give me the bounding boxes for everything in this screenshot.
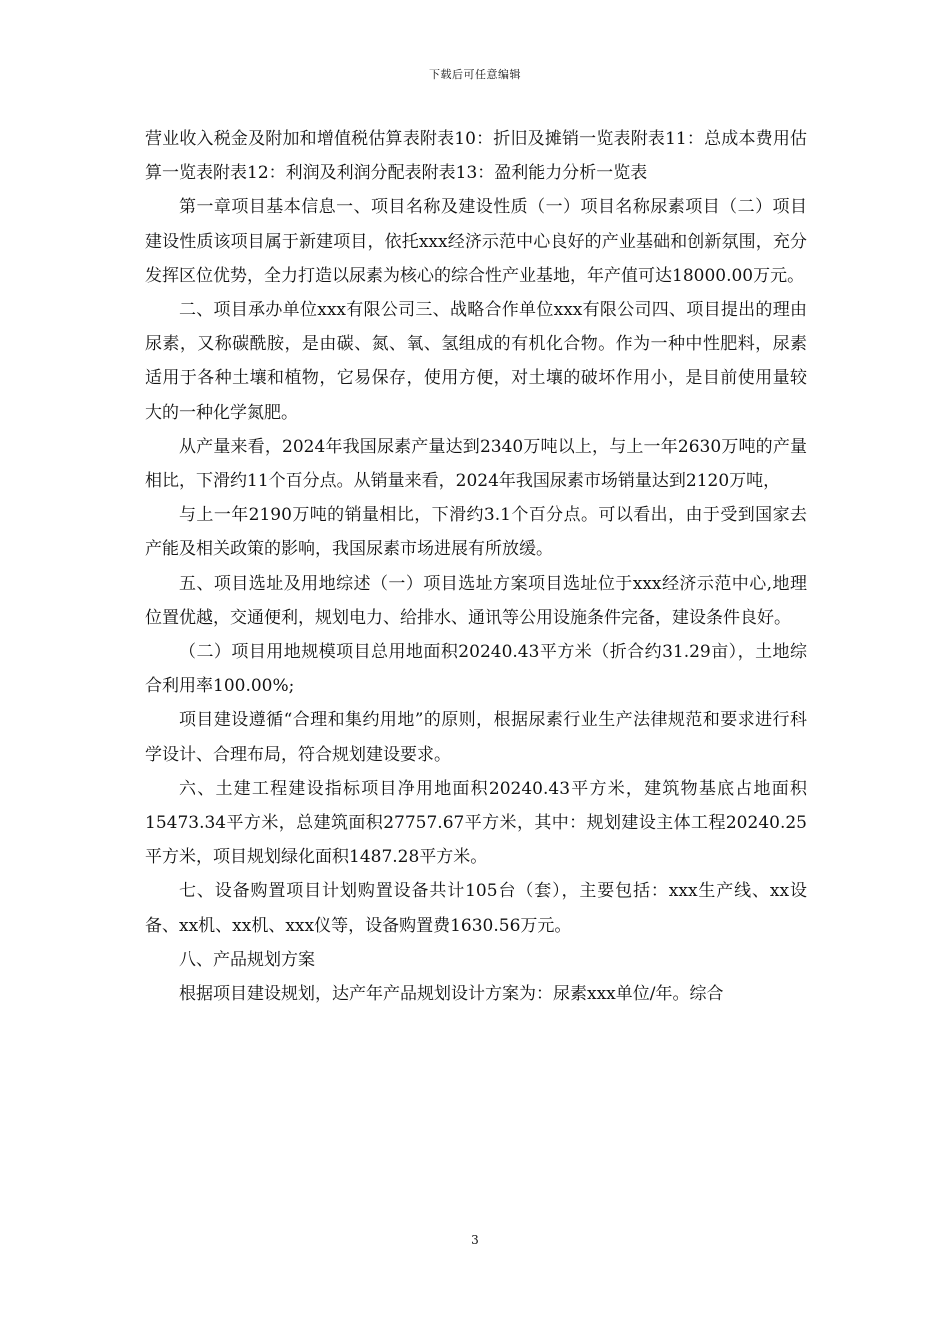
page-header: 下载后可任意编辑	[429, 68, 521, 81]
paragraph-land-principle: 项目建设遵循“合理和集约用地”的原则，根据尿素行业生产法律规范和要求进行科学设计、合理布局，符合规划建设要求。	[145, 710, 807, 765]
paragraph-construction-indicators: 六、土建工程建设指标项目净用地面积20240.43平方米，建筑物基底占地面积15473.34平方米，总建筑面积27757.67平方米，其中：规划建设主体工程20240.25平方米，项目规划绿化面积1487.28平方米。	[145, 778, 807, 868]
paragraph-land-scale: （二）项目用地规模项目总用地面积20240.43平方米（折合约31.29亩），土地综合利用率100.00%;	[145, 642, 807, 697]
paragraph-equipment-purchase: 七、设备购置项目计划购置设备共计105台（套），主要包括：xxx生产线、xx设备、xx机、xx机、xxx仪等，设备购置费1630.56万元。	[145, 881, 807, 936]
section-heading-product-plan: 八、产品规划方案	[179, 949, 315, 970]
paragraph-sales-statistics: 与上一年2190万吨的销量相比，下滑约3.1个百分点。可以看出，由于受到国家去产能及相关政策的影响，我国尿素市场进展有所放缓。	[145, 505, 807, 560]
paragraph-product-plan: 根据项目建设规划，达产年产品规划设计方案为：尿素xxx单位/年。综合	[179, 984, 724, 1005]
paragraph-site-selection: 五、项目选址及用地综述（一）项目选址方案项目选址位于xxx经济示范中心,地理位置优越，交通便利，规划电力、给排水、通讯等公用设施条件完备，建设条件良好。	[145, 573, 807, 628]
document-body	[145, 122, 807, 1011]
page-number: 3	[471, 1233, 479, 1247]
paragraph-project-basic-info: 第一章项目基本信息一、项目名称及建设性质（一）项目名称尿素项目（二）项目建设性质该项目属于新建项目，依托xxx经济示范中心良好的产业基础和创新氛围，充分发挥区位优势，全力打造以尿素为核心的综合性产业基地，年产值可达18000.00万元。	[145, 197, 807, 286]
paragraph-output-statistics: 从产量来看，2024年我国尿素产量达到2340万吨以上，与上一年2630万吨的产量相比，下滑约11个百分点。从销量来看，2024年我国尿素市场销量达到2120万吨，	[145, 436, 807, 492]
paragraph-appendix-list: 营业收入税金及附加和增值税估算表附表10：折旧及摊销一览表附表11：总成本费用估算一览表附表12：利润及利润分配表附表13：盈利能力分析一览表	[145, 129, 807, 184]
paragraph-project-reason: 二、项目承办单位xxx有限公司三、战略合作单位xxx有限公司四、项目提出的理由尿素，又称碳酰胺，是由碳、氮、氧、氢组成的有机化合物。作为一种中性肥料，尿素适用于各种土壤和植物，它易保存，使用方便，对土壤的破坏作用小，是目前使用量较大的一种化学氮肥。	[145, 300, 807, 423]
